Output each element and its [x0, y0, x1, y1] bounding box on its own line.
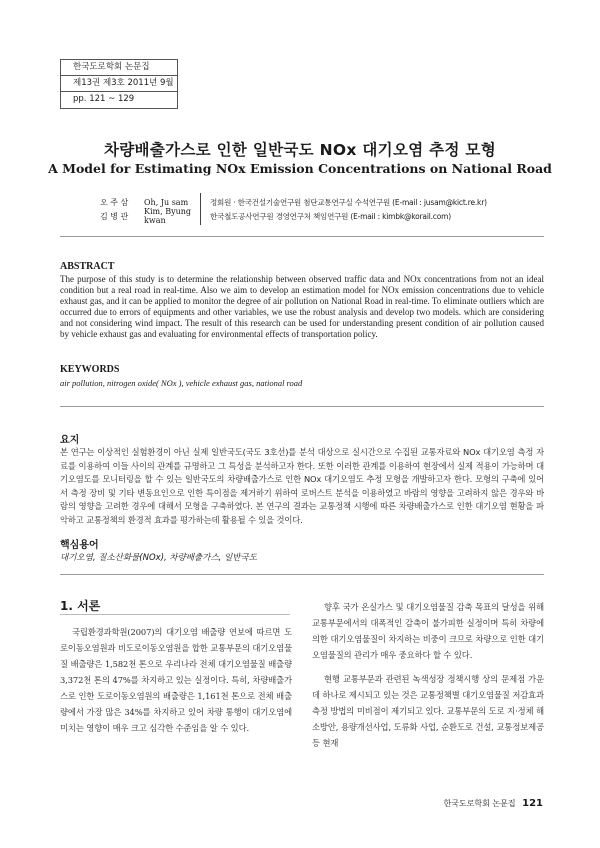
- paper-title-english: A Model for Estimating NOx Emission Concentrations on National Road: [48, 161, 552, 176]
- section-separator: [60, 236, 544, 237]
- korean-abstract-heading: 요지: [60, 435, 80, 446]
- body-column-left: [60, 624, 292, 736]
- abstract-text: The purpose of this study is to determine the relationship between observed traffic data and NOx concentrations from not an ideal condition but a real road in real-time. Also we aim to develop an estimation model for NOx emission concentrations due to vehicle exhaust gas, and it can be applied to monitor the degree of air pollution on National Road in real-time. To eliminate outliers which are occurred due to errors of equipments and other variables, we use the robust analysis and develop two models. which are considering and not considering wind impact. The result of this research can be used for understanding present condition of air pollution caused by vehicle exhaust gas and evaluating for environmental effects of transportation policy.: [60, 274, 544, 339]
- journal-info-box: [60, 59, 178, 109]
- keywords-text: air pollution, nitrogen oxide( NOx ), vehicle exhaust gas, national road: [60, 378, 303, 388]
- author-english-name: Oh, Ju sam: [144, 197, 189, 207]
- author-korean-name: 김 병 관: [100, 211, 129, 221]
- body-column-right: [312, 599, 544, 751]
- page-footer: [443, 798, 543, 809]
- author-english-name: Kim, Byung kwan: [144, 207, 192, 225]
- korean-keywords-heading: 핵심용어: [60, 540, 99, 551]
- body-paragraph: 국립환경과학원(2007)의 대기오염 배출량 연보에 따르면 도로이동오염원과 비도로이동오염원을 합한 교통부문의 대기오염물질 배출량은 1,582천 톤으로 우리나라 전체 대기오염물질 배출량 3,372천 톤의 47%를 차지하고 있는 실정이다. 특히, 차량배출가스로 인한 도로이동오염원의 배출량은 1,161천 톤으로 전체 배출량에서 가장 많은 34%를 차지하고 있어 차량 통행이 대기오염에 미치는 영향이 매우 크고 심각한 수준임을 알 수 있다.: [60, 627, 292, 733]
- footer-journal-name: 한국도로학회 논문집: [443, 799, 516, 808]
- body-paragraph: 현행 교통부문과 관련된 녹색성장 정책시행 상의 문제점 가운데 하나로 제시되고 있는 것은 교통정책별 대기오염물질 저감효과 측정 방법의 미비점이 제기되고 있다. 교통부문의 도로 지·정체 해소방안, 용량개선사업, 도류화 사업, 순환도로 건설, 교통정보제공 등 현재: [312, 674, 544, 748]
- introduction-heading: 1. 서론: [60, 599, 101, 613]
- section-separator: [60, 406, 544, 407]
- author-list: [100, 195, 487, 223]
- author-korean-name: 오 주 삼: [100, 197, 129, 207]
- journal-pages: pp. 121 ~ 129: [73, 94, 135, 104]
- korean-abstract-text: 본 연구는 이상적인 실험환경이 아닌 실제 일반국도(국도 3호선)를 분석 대상으로 실시간으로 수집된 교통자료와 NOx 대기오염 측정 자료를 이용하여 이들 사이의 관계를 규명하고 그 특성을 분석하고자 한다. 또한 이러한 관계를 이용하여 현장에서 실제 적용이 가능하며 대기오염도를 모니터링을 할 수 있는 일반국도의 차량배출가스로 인한 NOx 대기오염도 추정 모형을 개발하고자 한다. 모형의 구축에 있어서 측정 장비 및 기타 변동요인으로 인한 특이점을 제거하기 위하여 로버스트 분석을 이용하였고 바람의 영향을 고려하지 않은 경우와 바람의 영향을 고려한 경우에 대해서 모형을 구축하였다. 본 연구의 결과는 교통정책 시행에 따른 차량배출가스로 인한 대기오염 현황을 파악하고 교통정책의 환경적 효과를 평가하는데 활용될 수 있을 것이다.: [60, 447, 544, 525]
- section-separator: [60, 574, 544, 575]
- keywords-heading: KEYWORDS: [60, 364, 120, 375]
- journal-volume: 제13권 제3호 2011년 9월: [61, 76, 177, 92]
- paper-title-korean: 차량배출가스로 인한 일반국도 NOx 대기오염 추정 모형: [104, 141, 496, 159]
- korean-keywords-text: 대기오염, 질소산화물(NOx), 차량배출가스, 일반국도: [60, 553, 257, 563]
- body-paragraph: 향후 국가 온실가스 및 대기오염물질 감축 목표의 달성을 위해 교통부문에서의 대폭적인 감축이 불가피한 실정이며 특히 차량에 의한 대기오염물질이 차지하는 비중이 크므로 차량으로 인한 대기오염물질의 관리가 매우 중요하다 할 수 있다.: [312, 602, 544, 660]
- heading-underline: [60, 614, 290, 615]
- journal-name: 한국도로학회 논문집: [61, 60, 177, 76]
- author-row: [100, 209, 487, 223]
- page-number: 121: [522, 798, 543, 809]
- author-affiliation: 정회원 · 한국건설기술연구원 첨단교통연구실 수석연구원 (E-mail : jusam@kict.re.kr): [210, 197, 487, 207]
- abstract-heading: ABSTRACT: [60, 261, 115, 272]
- author-affiliation: 한국철도공사연구원 경영연구처 책임연구원 (E-mail : kimbk@korail.com): [210, 211, 451, 221]
